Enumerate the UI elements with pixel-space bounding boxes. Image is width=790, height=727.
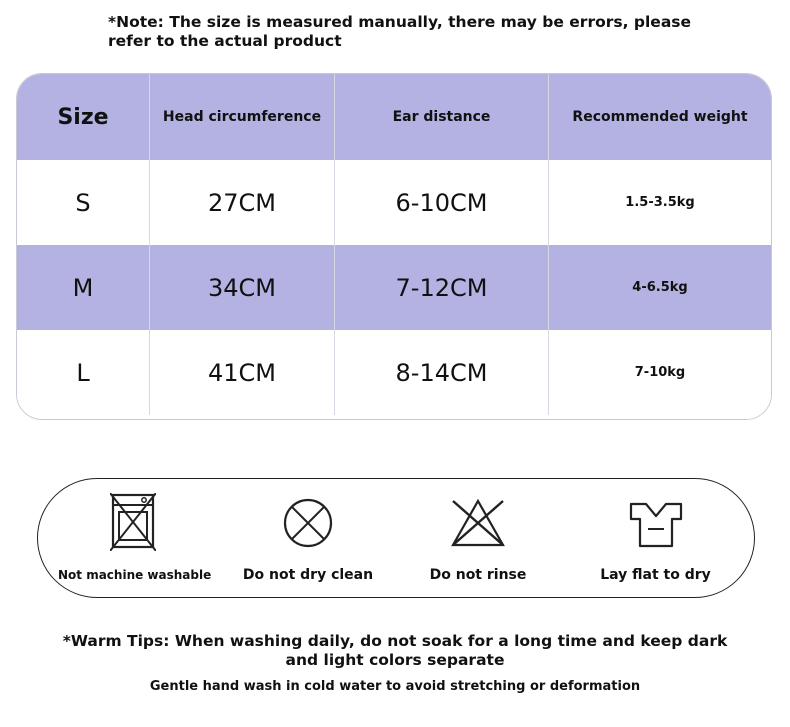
no-machine-wash-icon xyxy=(110,493,156,555)
header-ear-distance: Ear distance xyxy=(335,74,549,160)
size-note: *Note: The size is measured manually, there may be errors, please refer to the actual product xyxy=(108,13,692,50)
head-cell: 34CM xyxy=(150,245,335,330)
care-label: Lay flat to dry xyxy=(600,567,711,583)
weight-cell: 7-10kg xyxy=(634,365,686,380)
size-table xyxy=(16,73,772,420)
care-item-no-dry-clean xyxy=(238,479,378,599)
head-cell: 41CM xyxy=(150,330,335,415)
header-head-circumference: Head circumference xyxy=(150,74,335,160)
lay-flat-dry-icon xyxy=(628,501,684,553)
care-instructions-panel xyxy=(37,478,755,598)
warm-tips: *Warm Tips: When washing daily, do not soak for a long time and keep dark and light colors separate xyxy=(62,632,728,669)
washing-instruction: Gentle hand wash in cold water to avoid stretching or deformation xyxy=(149,679,641,694)
care-item-no-rinse xyxy=(408,479,548,599)
table-row xyxy=(17,330,771,415)
size-cell: S xyxy=(17,160,150,245)
head-cell: 27CM xyxy=(150,160,335,245)
ear-cell: 6-10CM xyxy=(335,160,549,245)
header-recommended-weight: Recommended weight xyxy=(572,109,748,125)
header-size: Size xyxy=(17,74,150,160)
table-row xyxy=(17,160,771,245)
ear-cell: 7-12CM xyxy=(335,245,549,330)
care-item-lay-flat-dry xyxy=(583,479,728,599)
care-label: Do not rinse xyxy=(429,567,527,583)
weight-cell: 1.5-3.5kg xyxy=(625,195,695,210)
size-cell: M xyxy=(17,245,150,330)
table-header-row xyxy=(17,74,771,160)
care-item-no-machine-wash xyxy=(58,479,212,599)
care-label: Do not dry clean xyxy=(242,567,374,583)
table-row xyxy=(17,245,771,330)
no-rinse-icon xyxy=(449,497,507,553)
no-dry-clean-icon xyxy=(282,497,334,553)
size-cell: L xyxy=(17,330,150,415)
ear-cell: 8-14CM xyxy=(335,330,549,415)
weight-cell: 4-6.5kg xyxy=(632,280,688,295)
care-label: Not machine washable xyxy=(58,568,212,582)
